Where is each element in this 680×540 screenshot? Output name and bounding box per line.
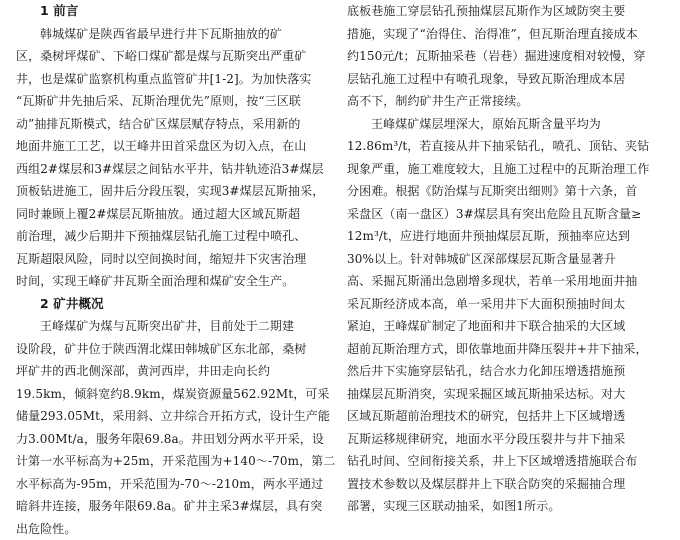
- left-column-text-line: 时间，实现王峰矿井瓦斯全面治理和煤矿安全生产。: [16, 270, 332, 293]
- right-column-text-line: 部署，实现三区联动抽采，如图1所示。: [347, 495, 667, 518]
- section-heading: 2 矿井概况: [16, 293, 332, 316]
- left-column: [16, 0, 332, 540]
- right-column-text-line: 超前瓦斯治理方式，即依靠地面井降压裂井+井下抽采，: [347, 338, 667, 361]
- left-column-text-line: 区，桑树坪煤矿、下峪口煤矿都是煤与瓦斯突出严重矿: [16, 45, 332, 68]
- right-column: [347, 0, 667, 518]
- right-column-text-line: 采盘区（南一盘区）3#煤层具有突出危险且瓦斯含量≥: [347, 203, 667, 226]
- left-column-text-line: “瓦斯矿井先抽后采、瓦斯治理优先”原则，按“三区联: [16, 90, 332, 113]
- right-column-text-line: 然后井下实施穿层钻孔，结合水力化卸压增透措施预: [347, 360, 667, 383]
- section-heading: 1 前言: [16, 0, 332, 23]
- left-column-text-line: 坪矿井的西北侧深部，黄河西岸，井田走向长约: [16, 360, 332, 383]
- left-column-text-line: 地面井施工工艺，以王峰井田首采盘区为切入点，在山: [16, 135, 332, 158]
- left-column-text-line: 设阶段，矿井位于陕西渭北煤田韩城矿区东北部，桑树: [16, 338, 332, 361]
- right-column-text-line: 底板巷施工穿层钻孔预抽煤层瓦斯作为区域防突主要: [347, 0, 667, 23]
- right-column-text-line: 高不下，制约矿井生产正常接续。: [347, 90, 667, 113]
- right-column-text-line: 高、采掘瓦斯涌出急剧增多现状，若单一采用地面井抽: [347, 270, 667, 293]
- left-column-text-line: 同时兼顾上覆2#煤层瓦斯抽放。通过超大区域瓦斯超: [16, 203, 332, 226]
- left-column-text-line: 出危险性。: [16, 518, 332, 540]
- left-column-text-line: 王峰煤矿为煤与瓦斯突出矿井，目前处于二期建: [16, 315, 332, 338]
- right-column-text-line: 层钻孔施工过程中有喷孔现象，导致瓦斯治理成本居: [347, 68, 667, 91]
- right-column-text-line: 钻孔时间、空间衔接关系，井上下区域增透措施联合布: [347, 450, 667, 473]
- left-column-text-line: 动”抽排瓦斯模式，结合矿区煤层赋存特点，采用新的: [16, 113, 332, 136]
- left-column-text-line: 井，也是煤矿监察机构重点监管矿井[1-2]。为加快落实: [16, 68, 332, 91]
- right-column-text-line: 12m³/t，应进行地面井预抽煤层瓦斯，预抽率应达到: [347, 225, 667, 248]
- right-column-text-line: 分困难。根据《防治煤与瓦斯突出细则》第十六条，首: [347, 180, 667, 203]
- left-column-text-line: 计第一水平标高为+25m，开采范围为+140～-70m，第二: [16, 450, 332, 473]
- left-column-text-line: 瓦斯超限风险，同时以空间换时间，缩短井下灾害治理: [16, 248, 332, 271]
- right-column-text-line: 瓦斯运移规律研究，地面水平分段压裂井与井下抽采: [347, 428, 667, 451]
- left-column-text-line: 西组2#煤层和3#煤层之间钻水平井，钻井轨迹沿3#煤层: [16, 158, 332, 181]
- right-column-text-line: 区域瓦斯超前治理技术的研究，包括井上下区域增透: [347, 405, 667, 428]
- left-column-text-line: 储量293.05Mt，采用斜、立井综合开拓方式，设计生产能: [16, 405, 332, 428]
- right-column-text-line: 抽煤层瓦斯消突，实现采掘区域瓦斯抽采达标。对大: [347, 383, 667, 406]
- left-column-text-line: 力3.00Mt/a，服务年限69.8a。井田划分两水平开采，设: [16, 428, 332, 451]
- right-column-text-line: 30%以上。针对韩城矿区深部煤层瓦斯含量显著升: [347, 248, 667, 271]
- right-column-text-line: 王峰煤矿煤层埋深大，原始瓦斯含量平均为: [347, 113, 667, 136]
- right-column-text-line: 现象严重，施工难度较大，且施工过程中的瓦斯治理工作: [347, 158, 667, 181]
- right-column-text-line: 紧迫，王峰煤矿制定了地面和井下联合抽采的大区域: [347, 315, 667, 338]
- left-column-text-line: 19.5km，倾斜宽约8.9km，煤炭资源量562.92Mt，可采: [16, 383, 332, 406]
- right-column-text-line: 置技术参数以及煤层群井上下联合防突的采掘抽合理: [347, 473, 667, 496]
- right-column-text-line: 12.86m³/t，若直接从井下抽采钻孔，喷孔、顶钻、夹钻: [347, 135, 667, 158]
- left-column-text-line: 顶板钻进施工，固井后分段压裂，实现3#煤层瓦斯抽采，: [16, 180, 332, 203]
- right-column-text-line: 措施，实现了“治得住、治得准”，但瓦斯治理直接成本: [347, 23, 667, 46]
- right-column-text-line: 采瓦斯经济成本高，单一采用井下大面积预抽时间太: [347, 293, 667, 316]
- left-column-text-line: 水平标高为-95m，开采范围为-70～-210m，两水平通过: [16, 473, 332, 496]
- left-column-text-line: 韩城煤矿是陕西省最早进行井下瓦斯抽放的矿: [16, 23, 332, 46]
- left-column-text-line: 暗斜井连接，服务年限69.8a。矿井主采3#煤层，具有突: [16, 495, 332, 518]
- left-column-text-line: 前治理，减少后期井下预抽煤层钻孔施工过程中喷孔、: [16, 225, 332, 248]
- right-column-text-line: 约150元/t；瓦斯抽采巷（岩巷）掘进速度相对较慢，穿: [347, 45, 667, 68]
